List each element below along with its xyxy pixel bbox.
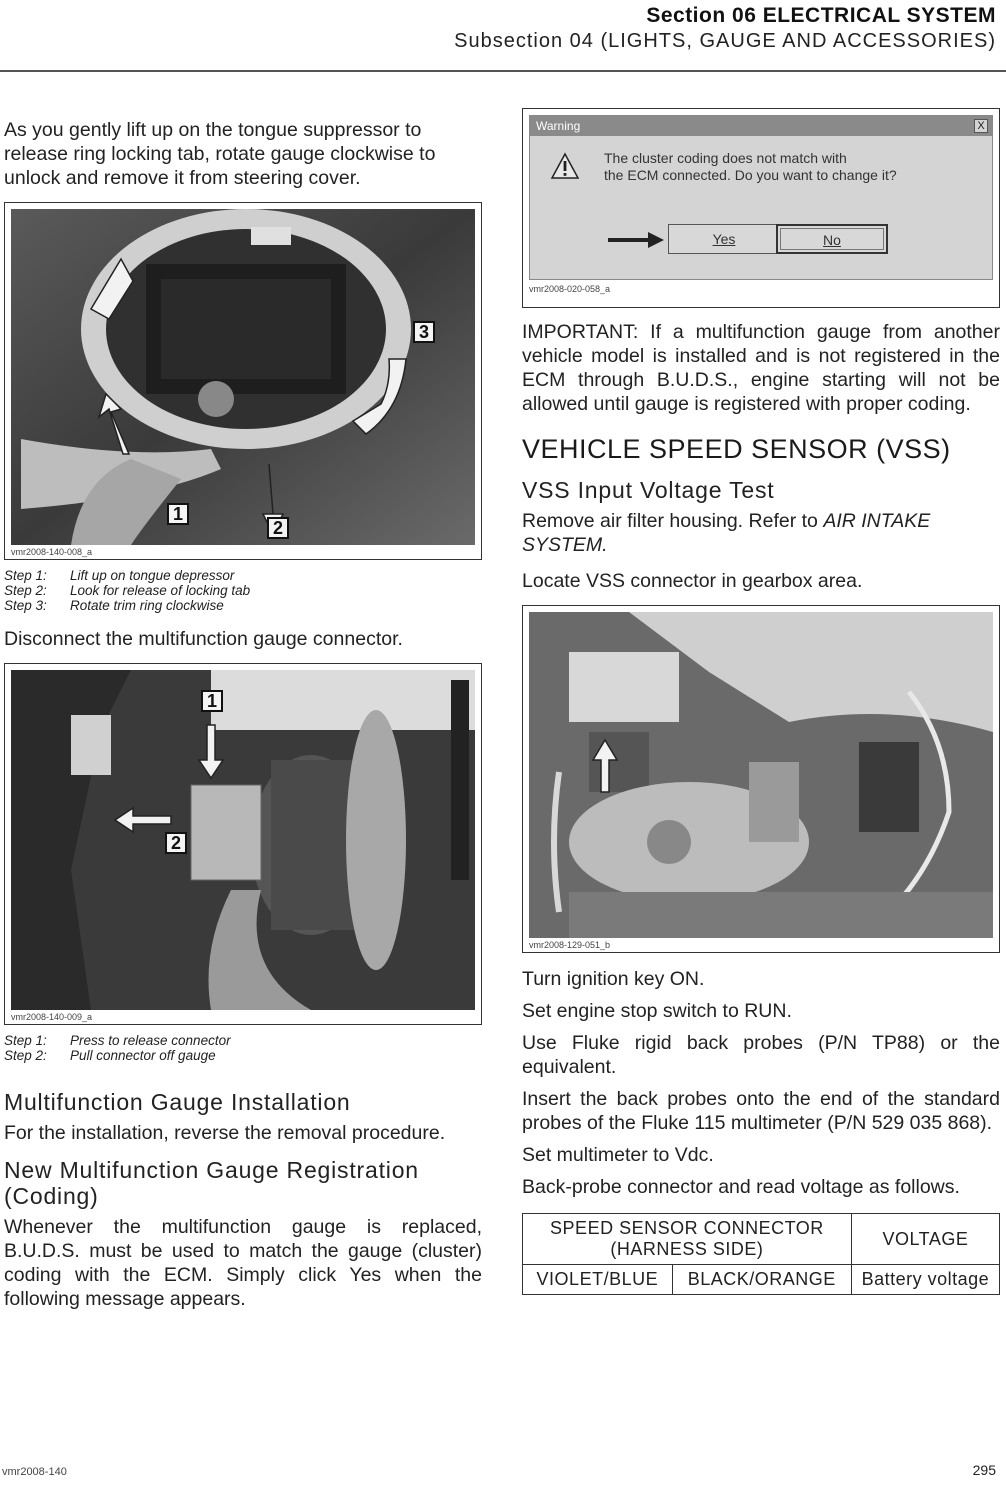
installation-heading: Multifunction Gauge Installation [4, 1089, 351, 1115]
right-column [522, 108, 1000, 1295]
dialog-message-line: The cluster coding does not match with [604, 150, 847, 166]
installation-paragraph: For the installation, reverse the removal procedure. [4, 1122, 446, 1144]
warning-dialog [529, 115, 993, 280]
section-title: Section 06 ELECTRICAL SYSTEM [646, 4, 996, 27]
page-number: 295 [972, 1462, 996, 1478]
figure-ref: vmr2008-140-008_a [11, 547, 93, 557]
dialog-titlebar [530, 116, 992, 136]
footer-doc-ref: vmr2008-140 [2, 1466, 67, 1478]
step-row [4, 1033, 482, 1048]
table-row [523, 1265, 1000, 1295]
figure1-steps [4, 568, 482, 613]
gauge-removal-illustration [11, 209, 475, 545]
callout-1: 1 [201, 690, 223, 712]
step-text: Pull connector off gauge [70, 1048, 216, 1063]
step-text: Press to release connector [70, 1033, 231, 1048]
figure-connector [4, 663, 482, 1025]
registration-heading: New Multifunction Gauge Registration (Coding) [4, 1157, 419, 1209]
callout-1: 1 [167, 503, 189, 525]
step-paragraph: Set engine stop switch to RUN. [522, 1000, 792, 1022]
subsection-title: Subsection 04 (LIGHTS, GAUGE AND ACCESSORIES) [454, 30, 996, 52]
figure-ref: vmr2008-129-051_b [529, 940, 611, 950]
callout-2: 2 [267, 517, 289, 539]
remove-filter-paragraph [522, 509, 1000, 557]
dialog-message-line: the ECM connected. Do you want to change it? [604, 167, 897, 183]
important-paragraph: IMPORTANT: If a multifunction gauge from another vehicle model is installed and is not registered in the ECM through B.U.D.S., engine starting will not be allowed until gauge is registered with proper coding. [522, 321, 1000, 415]
step-label: Step 3: [4, 598, 47, 613]
step-paragraph: Insert the back probes onto the end of the standard probes of the Fluke 115 multimeter (P/N 529 035 868). [522, 1088, 1000, 1134]
figure-ref: vmr2008-140-009_a [11, 1012, 93, 1022]
vss-test-heading: VSS Input Voltage Test [522, 477, 775, 503]
no-button[interactable] [776, 224, 888, 254]
table-cell: VIOLET/BLUE [523, 1265, 673, 1295]
figure2-steps [4, 1033, 482, 1063]
callout-2: 2 [165, 832, 187, 854]
arrow-right-icon [608, 230, 664, 255]
connector-illustration [11, 670, 475, 1010]
vss-heading: VEHICLE SPEED SENSOR (VSS) [522, 434, 951, 464]
table-header-row [523, 1214, 1000, 1265]
figure-ref: vmr2008-020-058_a [529, 284, 611, 294]
intro-paragraph: As you gently lift up on the tongue suppressor to release ring locking tab, rotate gauge clockwise to unlock and remove it from steering cover. [4, 119, 436, 189]
table-cell: Battery voltage [851, 1265, 999, 1295]
figure-warning-dialog [522, 108, 1000, 308]
step-paragraph: Turn ignition key ON. [522, 968, 705, 990]
registration-paragraph: Whenever the multifunction gauge is replaced, B.U.D.S. must be used to match the gauge (cluster) coding with the ECM. Simply click Yes when the following message appears. [4, 1216, 482, 1310]
step-label: Step 1: [4, 1033, 47, 1048]
header-divider [0, 70, 1006, 72]
step-text: Rotate trim ring clockwise [70, 598, 224, 613]
step-label: Step 2: [4, 1048, 47, 1063]
table-cell: BLACK/ORANGE [672, 1265, 851, 1295]
disconnect-paragraph: Disconnect the multifunction gauge connector. [4, 628, 403, 650]
step-row [4, 583, 482, 598]
step-text: Lift up on tongue depressor [70, 568, 235, 583]
step-row [4, 568, 482, 583]
figure-vss-connector [522, 605, 1000, 953]
connector-photo [11, 670, 475, 1010]
step-paragraph: Back-probe connector and read voltage as follows. [522, 1176, 960, 1198]
step-text: Look for release of locking tab [70, 583, 251, 598]
warning-icon [550, 152, 580, 185]
gauge-removal-photo [11, 209, 475, 545]
yes-button[interactable] [668, 224, 780, 254]
yes-button-label: Yes [712, 231, 736, 247]
table-header-voltage: VOLTAGE [851, 1214, 999, 1265]
no-button-label: No [823, 232, 841, 248]
callout-3: 3 [413, 321, 435, 343]
locate-paragraph: Locate VSS connector in gearbox area. [522, 570, 863, 592]
figure-gauge-removal [4, 202, 482, 560]
step-row [4, 1048, 482, 1063]
close-icon[interactable]: X [974, 119, 988, 133]
step-paragraph: Use Fluke rigid back probes (P/N TP88) or the equivalent. [522, 1032, 1000, 1078]
step-label: Step 2: [4, 583, 47, 598]
vss-illustration [529, 612, 993, 938]
step-row [4, 598, 482, 613]
vss-photo [529, 612, 993, 938]
dialog-message [604, 150, 897, 184]
page-header [454, 4, 996, 53]
table-header-connector: SPEED SENSOR CONNECTOR (HARNESS SIDE) [523, 1214, 852, 1265]
voltage-table [522, 1213, 1000, 1295]
dialog-title: Warning [536, 119, 581, 133]
remove-filter-text: Remove air filter housing. Refer to [522, 510, 824, 532]
step-label: Step 1: [4, 568, 47, 583]
air-intake-reference: AIR INTAKE SYSTEM. [522, 510, 931, 556]
left-column [4, 118, 482, 1323]
step-paragraph: Set multimeter to Vdc. [522, 1144, 714, 1166]
